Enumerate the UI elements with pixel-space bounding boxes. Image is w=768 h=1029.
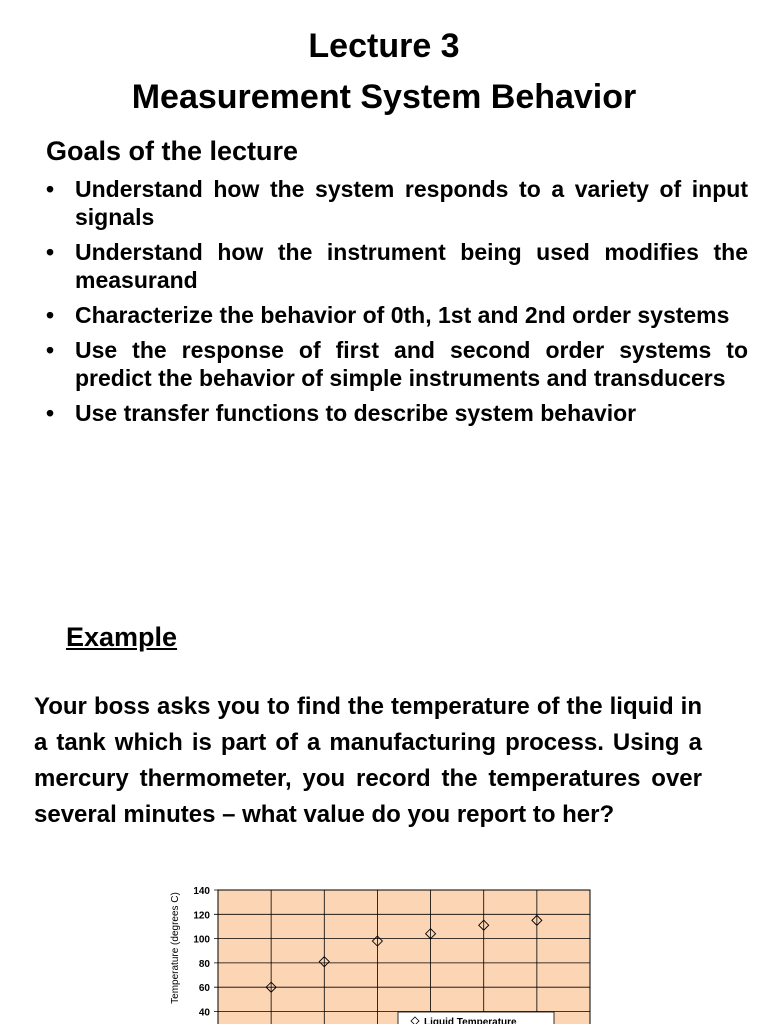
goals-heading: Goals of the lecture <box>46 136 299 166</box>
goal-item: • Understand how the system responds to a variety of input signals <box>46 175 748 231</box>
goal-item: • Use transfer functions to describe system behavior <box>46 399 748 427</box>
y-tick-label: 100 <box>193 934 210 946</box>
page-title: Measurement System Behavior <box>131 78 637 116</box>
chart-svg <box>150 878 610 1024</box>
y-tick-label: 140 <box>193 886 210 897</box>
y-tick-label: 120 <box>193 910 210 922</box>
legend-label: Liquid Temperature <box>424 1017 517 1024</box>
y-tick-label: 40 <box>198 1007 210 1019</box>
goals-list <box>46 175 748 434</box>
example-heading: Example <box>66 622 178 652</box>
goal-item: • Understand how the instrument being used modifies the measurand <box>46 238 748 294</box>
y-axis-label: Temperature (degrees C) <box>170 892 181 1004</box>
plot-area <box>218 890 590 1024</box>
lecture-number: Lecture 3 <box>308 27 460 65</box>
example-paragraph: Your boss asks you to find the temperature of the liquid in a tank which is part of a manufacturing process. Using a mercury thermometer, you record the temperatures over several minutes – what value do you report to her? <box>34 693 702 828</box>
temperature-chart <box>150 878 610 1024</box>
y-tick-label: 60 <box>198 983 210 995</box>
y-tick-label: 80 <box>198 958 210 970</box>
goal-item: • Use the response of first and second order systems to predict the behavior of simple instruments and transducers <box>46 336 748 392</box>
goal-item: • Characterize the behavior of 0th, 1st and 2nd order systems <box>46 301 748 329</box>
